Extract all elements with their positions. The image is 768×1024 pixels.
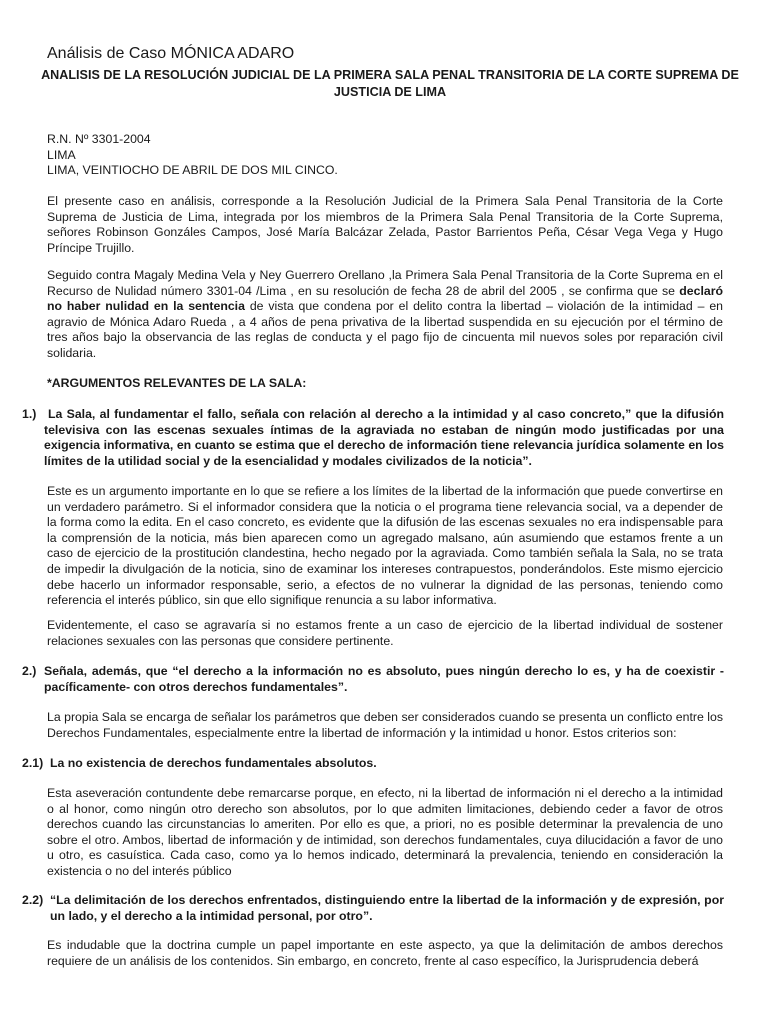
case-date: LIMA, VEINTIOCHO DE ABRIL DE DOS MIL CINCO.	[47, 163, 338, 178]
item-1-text: La Sala, al fundamentar el fallo, señala con relación al derecho a la intimidad y al caso concreto,” que la difusión televisiva con las escenas sexuales íntimas de la agraviada no estaban de ningún modo justificadas por una exigencia informativa, en cuanto se estima que el derecho de información tiene relevancia jurídica solamente en los límites de la utilidad social y de la esencialidad y modales civilizados de la noticia”.	[44, 407, 724, 468]
paragraph-intro: El presente caso en análisis, corresponde a la Resolución Judicial de la Primera Sala Penal Transitoria de la Corte Suprema de Justicia de Lima, integrada por los miembros de la Primera Sala Penal Transitoria de la Corte Suprema, señores Robinson Gonzáles Campos, José María Balcázar Zelada, Pastor Barrientos Peña, César Vega Vega y Hugo Príncipe Trujillo.	[47, 194, 723, 255]
paragraph-parameters: La propia Sala se encarga de señalar los parámetros que deben ser considerados cuando se presenta un conflicto entre los Derechos Fundamentales, especialmente entre la libertad de información y la intimidad u honor. Estos criterios son:	[47, 710, 723, 740]
case-number: R.N. Nº 3301-2004	[47, 132, 151, 146]
paragraph-argument-analysis: Este es un argumento importante en lo que se refiere a los límites de la libertad de la información que puede convertirse en un verdadero parámetro. Si el informador considera que la noticia o el programa tiene relevancia social, va a depender de la forma como la edita. En el caso concreto, es evidente que la difusión de las escenas sexuales no era indispensable para la comprensión de la noticia, más bien aparecen como un agregado malsano, aún asumiendo que estamos frente a un caso de ejercicio de la prostitución clandestina, hecho negado por la agraviada. Como también señala la Sala, no se trata de impedir la divulgación de la noticia, sino de examinar los intereses contrapuestos, ponderándolos. Este mismo ejercicio debe hacerlo un informador responsable, serio, a efectos de no vulnerar la dignidad de las personas, teniendo como referencia el interés público, sin que ello signifique renuncia a su labor informativa.	[47, 484, 723, 608]
paragraph-case-summary-end: de vista que condena por el delito contra la libertad – violación de la intimidad – en agravio de Mónica Adaro Rueda , a 4 años de pena privativa de la libertad suspendida en su ejecución por el término de tres años bajo la observancia de las reglas de conducta y el pago fijo de cincuenta mil nuevos soles por reparación civil solidaria.	[47, 299, 723, 360]
item-1-number: 1.)	[22, 407, 37, 421]
paragraph-case-summary-start: Seguido contra Magaly Medina Vela y Ney Guerrero Orellano ,la Primera Sala Penal Transitoria de la Corte Suprema en el Recurso de Nulidad número 3301-04 /Lima , en su resolución de fecha 28 de abril del 2005 , se confirma que se	[47, 268, 723, 298]
item-2-1-number: 2.1)	[22, 756, 44, 770]
item-2-text: Señala, además, que “el derecho a la información no es absoluto, pues ningún derecho lo es, y ha de coexistir - pacíficamente- con otros derechos fundamentales”.	[44, 664, 724, 694]
paragraph-no-absolute-rights: Esta aseveración contundente debe remarcarse porque, en efecto, ni la libertad de información ni el derecho a la intimidad o al honor, como ningún otro derecho son absolutos, por lo que admiten limitaciones, debiendo ceder a favor de otros derechos cuando las circunstancias lo ameriten. Por ello es que, a priori, no es posible determinar la prevalencia de uno sobre el otro. Ambos, libertad de información y de intimidad, son derechos fundamentales, cuya dilucidación a favor de uno u otro, es casuística. Cada caso, como ya lo hemos indicado, determinará la prevalencia, teniendo en consideración la existencia o no del interés público	[47, 786, 723, 878]
item-2-number: 2.)	[22, 664, 37, 678]
paragraph-doctrine: Es indudable que la doctrina cumple un papel importante en este aspecto, ya que la delimitación de ambos derechos requiere de un análisis de los contenidos. Sin embargo, en concreto, frente al caso específico, la Jurisprudencia deberá	[47, 938, 723, 968]
paragraph-evidently: Evidentemente, el caso se agravaría si no estamos frente a un caso de ejercicio de la libertad individual de sostener relaciones sexuales con las personas que considere pertinente.	[47, 618, 723, 648]
document-title: Análisis de Caso MÓNICA ADARO	[47, 45, 295, 62]
case-header	[47, 132, 723, 179]
case-location: LIMA	[47, 147, 76, 162]
section-title: *ARGUMENTOS RELEVANTES DE LA SALA:	[47, 376, 307, 390]
item-2-2-text: “La delimitación de los derechos enfrentados, distinguiendo entre la libertad de la información y de expresión, por un lado, y el derecho a la intimidad personal, por otro”.	[50, 893, 724, 923]
document-heading: ANALISIS DE LA RESOLUCIÓN JUDICIAL DE LA PRIMERA SALA PENAL TRANSITORIA DE LA CORTE SUPREMA DE JUSTICIA DE LIMA	[41, 68, 739, 99]
item-2-1-text: La no existencia de derechos fundamentales absolutos.	[50, 756, 377, 770]
paragraph-case-summary-bold: declaró no haber nulidad en la sentencia	[47, 283, 723, 314]
item-2-2-number: 2.2)	[22, 893, 44, 907]
paragraph-case-summary	[47, 268, 723, 362]
